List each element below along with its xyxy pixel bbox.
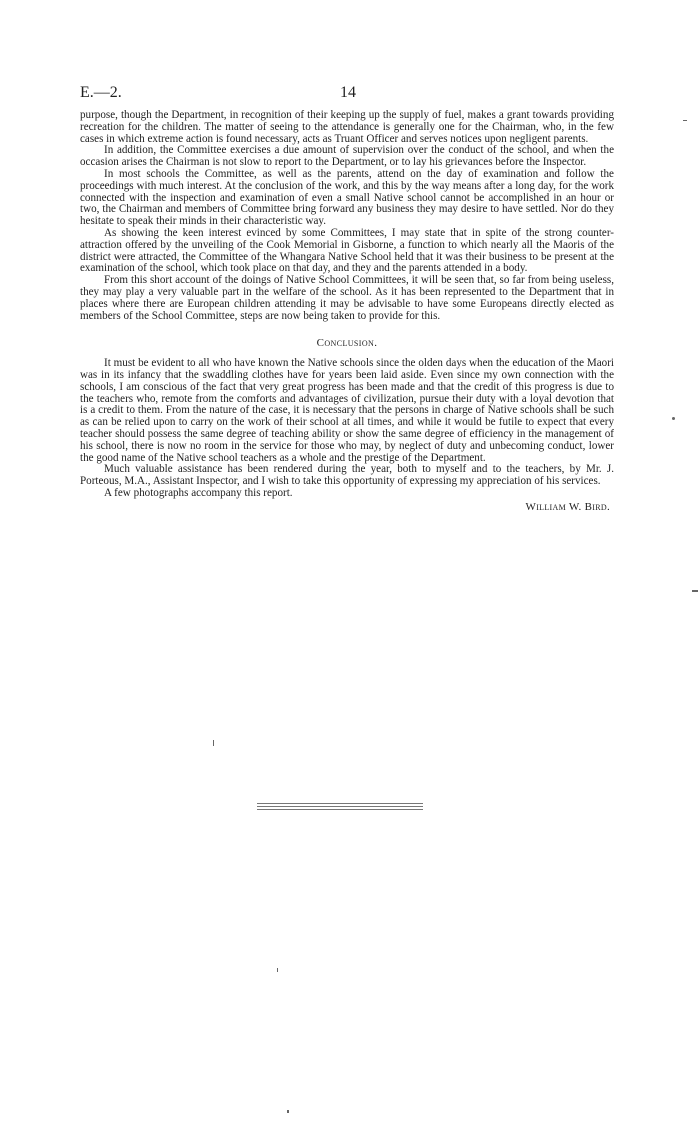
paragraph: As showing the keen interest evinced by some Committees, I may state that in spite of the strong counter-attraction offered by the unveiling of the Cook Memorial in Gisborne, a function to which nearly all the Maoris of the district were attracted, the Committee of the Whangara Native School held that it was their business to be present at the examination of the school, which took place on that day, and they and the parents attended in a body. — [80, 226, 614, 275]
scan-speck — [672, 417, 675, 420]
scan-speck — [213, 740, 214, 746]
closing-rule — [257, 803, 423, 812]
scan-speck — [692, 590, 698, 592]
paragraph: From this short account of the doings of Native School Committees, it will be seen that, so far from being useless, they may play a very valuable part in the welfare of the school. As it has been represented to the Department that in places where there are European children attending it may be advisable to have some Europeans directly elected as members of the School Committee, steps are now being taken to provide for this. — [80, 274, 614, 322]
scan-speck — [683, 120, 687, 121]
rule-line — [257, 809, 423, 810]
page-header — [80, 84, 620, 104]
scan-speck — [277, 968, 278, 972]
section-heading-conclusion: Conclusion. — [316, 337, 378, 350]
signature: William W. Bird. — [525, 500, 610, 513]
paragraph: A few photographs accompany this report. — [104, 486, 293, 499]
paragraph: It must be evident to all who have known the Native schools since the olden days when the education of the Maori was in its infancy that the swaddling clothes have for years been laid aside. Even since my own connection with the schools, I am conscious of the fact that very great progress has been made and that the credit of this progress is due to the teachers who, remote from the comforts and advantages of civilization, pursue their duty with a loyal devotion that is a credit to them. From the nature of the case, it is necessary that the persons in charge of Native schools shall be such as can be relied upon to carry on the work of their school at all times, and while it would be futile to expect that every teacher should possess the same degree of teaching ability or show the same degree of efficiency in the management of his school, there is now no room in the service for those who may, by neglect of duty and unbecoming conduct, lower the good name of the Native school teachers as a whole and the prestige of the Department. — [80, 357, 614, 464]
rule-line — [257, 806, 423, 807]
document-reference: E.—2. — [80, 84, 122, 101]
paragraph: Much valuable assistance has been rendered during the year, both to myself and to the teachers, by Mr. J. Porteous, M.A., Assistant Inspector, and I wish to take this opportunity of expressing my appreciation of his services. — [80, 463, 614, 488]
scan-speck — [287, 1110, 289, 1113]
paragraph: purpose, though the Department, in recognition of their keeping up the supply of fuel, makes a grant towards providing recreation for the children. The matter of seeing to the attendance is generally one for the Chairman, who, in the few cases in which extreme action is found necessary, acts as Truant Officer and serves notices upon negligent parents. — [80, 109, 614, 145]
paragraph: In most schools the Committee, as well as the parents, attend on the day of examination and follow the proceedings with much interest. At the conclusion of the work, and this by the way means after a long day, for the work connected with the inspection and examination of even a small Native school cannot be accomplished in an hour or two, the Chairman and members of Committee bring forward any business they may desire to have settled. Nor do they hesitate to speak their minds in their characteristic way. — [80, 167, 614, 228]
report-body — [80, 110, 614, 514]
rule-line — [257, 803, 423, 804]
paragraph: In addition, the Committee exercises a due amount of supervision over the conduct of the school, and when the occasion arises the Chairman is not slow to report to the Department, or to lay his grievances before the Inspector. — [80, 144, 614, 169]
page-number: 14 — [340, 84, 356, 101]
